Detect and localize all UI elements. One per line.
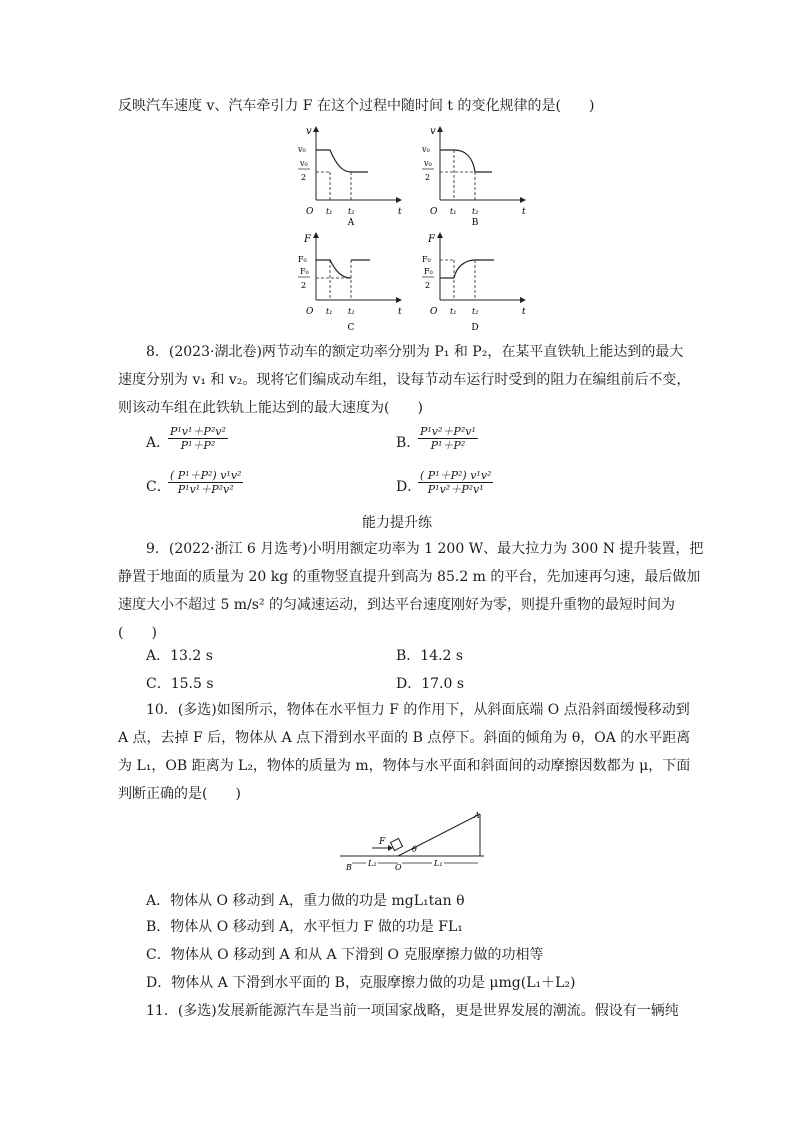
graph-c-ylabel: F	[304, 234, 311, 245]
q9-line4: ( )	[118, 625, 157, 641]
q10-fig-o: O	[395, 863, 402, 872]
q8-line3: 则该动车组在此铁轨上能达到的最大速度为( )	[118, 400, 423, 416]
q9-option-a: A．13.2 s	[146, 648, 213, 664]
q8-option-a-num: P¹v¹＋P²v²	[170, 425, 226, 438]
graph-d-t2: t₂	[472, 307, 479, 316]
graph-c	[296, 230, 406, 334]
q8-option-c-fraction	[168, 469, 243, 496]
q8-option-d-letter: D．	[396, 479, 422, 495]
q9-line2: 静置于地面的质量为 20 kg 的重物竖直提升到高为 85.2 m 的平台，先加速再匀速，最后做加	[118, 569, 701, 585]
graph-b	[420, 122, 530, 226]
q10-option-a: A．物体从 O 移动到 A，重力做的功是 mgL₁tan θ	[146, 893, 465, 909]
graph-d-yhalf-den: 2	[425, 281, 431, 290]
graph-c-ytop: F₀	[298, 255, 307, 264]
graph-d-t1: t₁	[450, 307, 457, 316]
graph-a-t2: t₂	[348, 207, 355, 216]
q8-option-b-fraction	[418, 425, 478, 452]
q10-fig-a: A	[474, 811, 480, 820]
q8-option-c-den: P¹v¹＋P²v²	[177, 483, 234, 496]
q8-option-d-den: P¹v²＋P²v¹	[427, 483, 484, 496]
graph-b-t1: t₁	[450, 207, 457, 216]
q8-option-a-fraction	[168, 425, 228, 452]
q8-option-a-den: P¹＋P²	[180, 439, 216, 452]
q8-option-b-letter: B．	[396, 435, 421, 451]
graph-c-yhalf-num: F₀	[300, 267, 309, 276]
q10-line2: A 点，去掉 F 后，物体从 A 点下滑到水平面的 B 点停下。斜面的倾角为 θ，OA 的水平距离	[118, 730, 691, 746]
graph-c-label: C	[347, 323, 355, 333]
graph-b-t2: t₂	[472, 207, 479, 216]
graph-b-xlabel: t	[522, 207, 526, 217]
graph-a-yhalf-den: 2	[301, 173, 307, 182]
q10-fig-b: B	[346, 863, 352, 872]
q10-option-b: B．物体从 O 移动到 A，水平恒力 F 做的功是 FL₁	[146, 919, 463, 935]
q8-option-c-num: ( P¹＋P²) v¹v²	[170, 469, 242, 482]
q9-option-b: B．14.2 s	[396, 648, 464, 664]
graph-d-origin: O	[430, 307, 438, 317]
graph-b-label: B	[471, 218, 479, 226]
q8-option-d-num: ( P¹＋P²) v¹v²	[420, 469, 492, 482]
graph-a-origin: O	[306, 207, 314, 217]
graph-b-yhalf-num: v₀	[424, 159, 432, 168]
q10-fig-f: F	[379, 837, 386, 847]
graph-d	[420, 230, 530, 334]
q9-option-d: D．17.0 s	[396, 676, 465, 692]
graph-b-ylabel: v	[430, 126, 436, 137]
graph-a-label: A	[347, 218, 355, 226]
q10-option-c: C．物体从 O 移动到 A 和从 A 下滑到 O 克服摩擦力做的功相等	[146, 947, 544, 963]
graph-a	[296, 122, 406, 226]
question-intro-text: 反映汽车速度 v、汽车牵引力 F 在这个过程中随时间 t 的变化规律的是( )	[118, 98, 595, 114]
graph-d-yhalf-num: F₀	[424, 267, 433, 276]
graph-c-origin: O	[306, 307, 314, 317]
graph-c-xlabel: t	[398, 307, 402, 317]
graph-a-yhalf-num: v₀	[300, 159, 308, 168]
q8-option-c-letter: C．	[146, 479, 171, 495]
graph-b-ytop: v₀	[422, 145, 430, 154]
graph-c-t2: t₂	[348, 307, 355, 316]
q8-line1: 8．(2023·湖北卷)两节动车的额定功率分别为 P₁ 和 P₂，在某平直铁轨上能达到的最大	[146, 344, 684, 360]
graph-c-yhalf-den: 2	[301, 281, 307, 290]
graph-a-xlabel: t	[398, 207, 402, 217]
q10-option-d: D．物体从 A 下滑到水平面的 B，克服摩擦力做的功是 μmg(L₁＋L₂)	[146, 975, 576, 991]
graph-a-ytop: v₀	[298, 145, 306, 154]
q8-option-b-num: P¹v²＋P²v¹	[420, 425, 476, 438]
q8-option-b-den: P¹＋P²	[430, 439, 466, 452]
graph-d-ylabel: F	[428, 234, 435, 245]
q8-line2: 速度分别为 v₁ 和 v₂。现将它们编成动车组，设每节动车运行时受到的阻力在编组前后不变，	[118, 372, 691, 388]
q9-line1: 9．(2022·浙江 6 月选考)小明用额定功率为 1 200 W、最大拉力为 300 N 提升装置，把	[146, 541, 704, 557]
q8-option-d-fraction	[418, 469, 493, 496]
q10-fig-l1: L₁	[434, 859, 443, 868]
q10-line3: 为 L₁，OB 距离为 L₂，物体的质量为 m，物体与水平面和斜面间的动摩擦因数都为 μ，下面	[118, 758, 691, 774]
q10-fig-theta: θ	[412, 845, 417, 854]
graph-d-ytop: F₀	[422, 255, 431, 264]
graph-d-label: D	[471, 323, 479, 333]
q8-option-a-letter: A．	[146, 435, 171, 451]
q9-line3: 速度大小不超过 5 m/s² 的匀减速运动，到达平台速度刚好为零，则提升重物的最短时间为	[118, 597, 676, 613]
graph-a-t1: t₁	[326, 207, 333, 216]
q9-option-c: C．15.5 s	[146, 676, 214, 692]
graph-c-t1: t₁	[326, 307, 333, 316]
q10-line4: 判断正确的是( )	[118, 786, 241, 802]
q10-line1: 10．(多选)如图所示，物体在水平恒力 F 的作用下，从斜面底端 O 点沿斜面缓慢移动到	[146, 702, 690, 718]
graph-d-xlabel: t	[522, 307, 526, 317]
graph-b-yhalf-den: 2	[425, 173, 431, 182]
q11-line1: 11．(多选)发展新能源汽车是当前一项国家战略，更是世界发展的潮流。假设有一辆纯	[146, 1003, 679, 1019]
section-title: 能力提升练	[362, 515, 432, 531]
q10-fig-l2: L₂	[368, 859, 377, 868]
graph-a-ylabel: v	[306, 126, 312, 137]
q10-incline-figure	[332, 808, 494, 880]
graph-b-origin: O	[430, 207, 438, 217]
